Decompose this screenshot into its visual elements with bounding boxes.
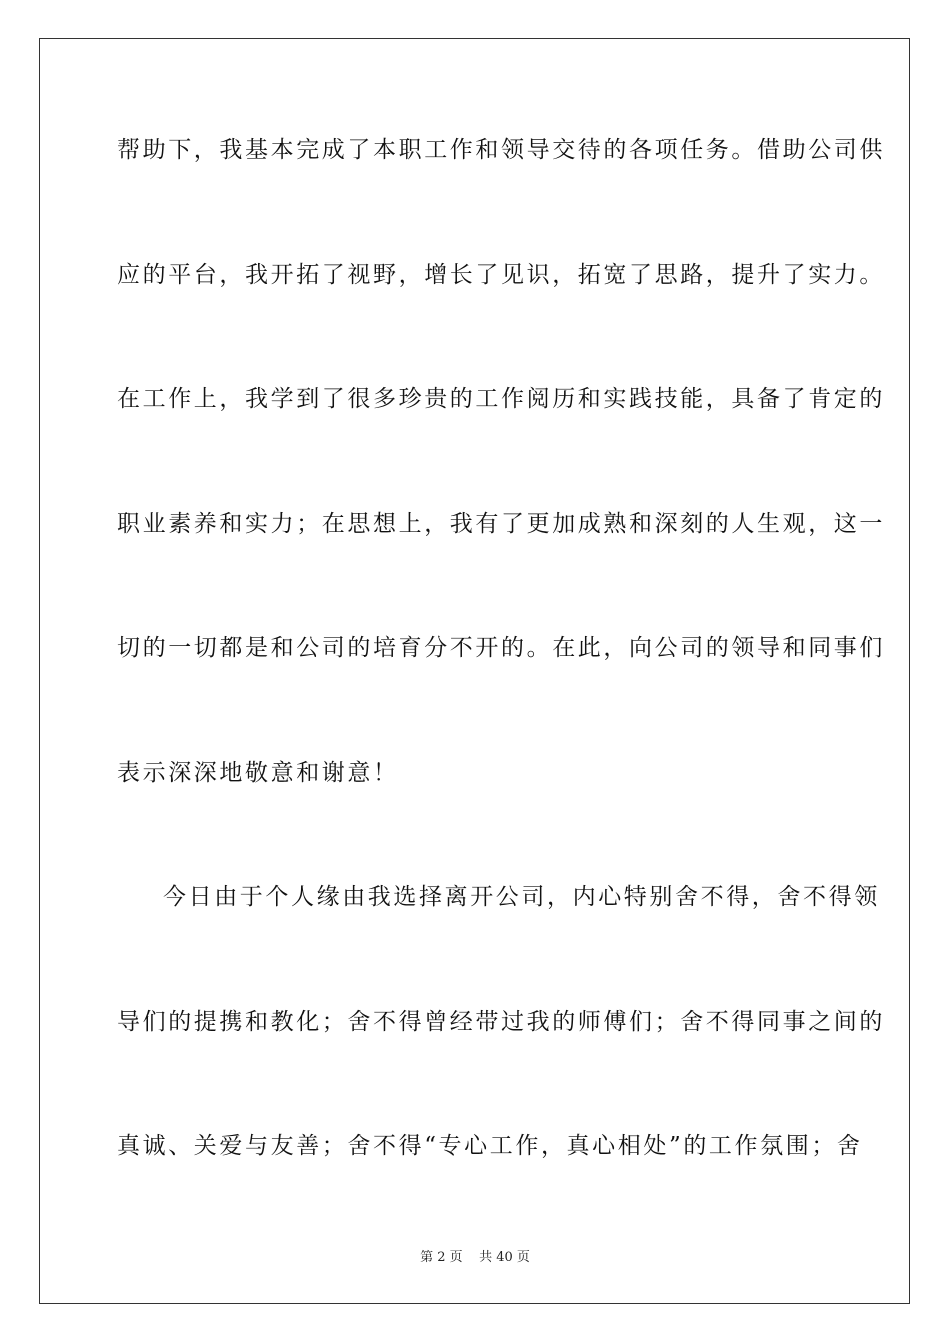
page-number-footer: 第 2 页 共 40 页 <box>420 1250 530 1265</box>
text-line: 切的一切都是和公司的培育分不开的。在此，向公司的领导和同事们 <box>117 635 885 661</box>
text-line: 导们的提携和教化；舍不得曾经带过我的师傅们；舍不得同事之间的 <box>117 1008 885 1035</box>
text-line: 表示深深地敬意和谢意！ <box>117 759 399 786</box>
text-line: 真诚、关爱与友善；舍不得“专心工作，真心相处”的工作氛围；舍 <box>117 1133 863 1159</box>
document-body <box>117 123 885 1244</box>
text-line: 职业素养和实力；在思想上，我有了更加成熟和深刻的人生观，这一 <box>117 510 885 537</box>
text-line: 帮助下，我基本完成了本职工作和领导交待的各项任务。借助公司供 <box>117 137 885 163</box>
text-line: 在工作上，我学到了很多珍贵的工作阅历和实践技能，具备了肯定的 <box>117 386 885 412</box>
text-line: 应的平台，我开拓了视野，增长了见识，拓宽了思路，提升了实力。 <box>117 261 885 288</box>
paragraph-first-line: 今日由于个人缘由我选择离开公司，内心特别舍不得，舍不得领 <box>163 884 880 910</box>
